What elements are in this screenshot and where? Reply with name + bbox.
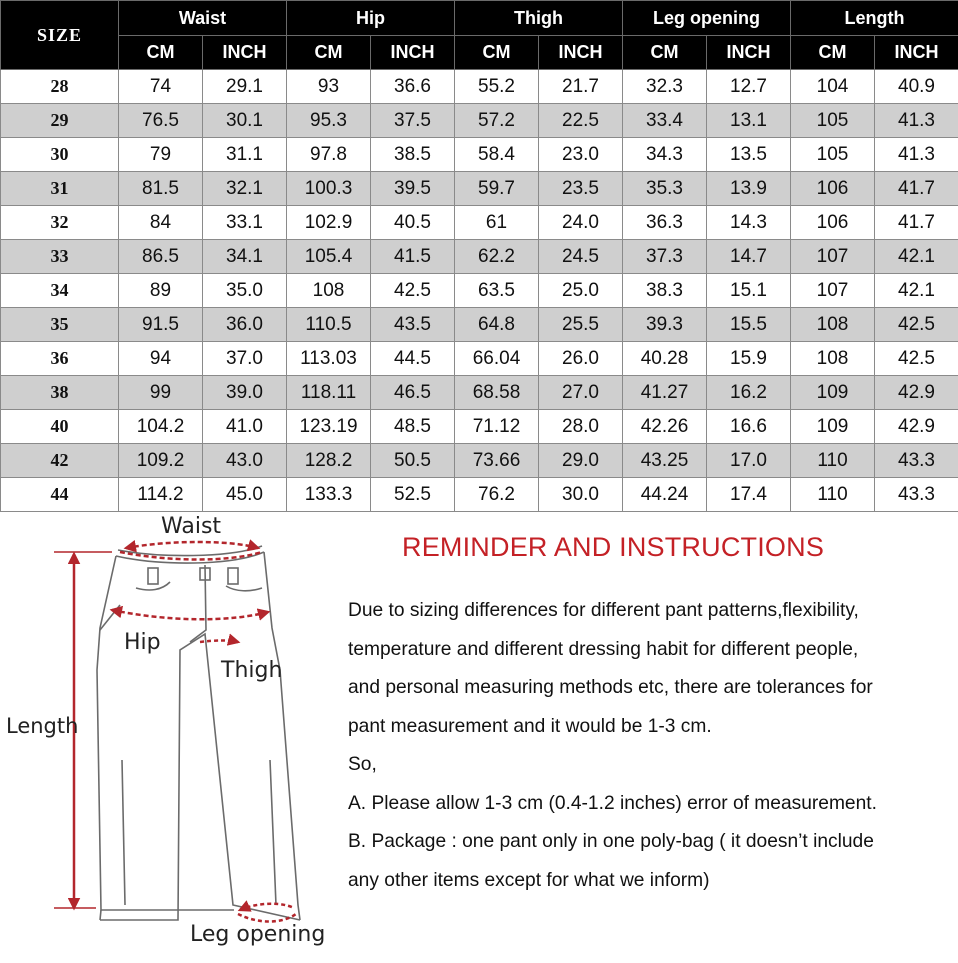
measurement-cell: 15.1 [707,274,791,308]
measurement-cell: 38.5 [371,138,455,172]
measurement-cell: 110.5 [287,308,371,342]
measurement-cell: 36.3 [623,206,707,240]
measurement-cell: 105 [791,104,875,138]
measurement-cell: 36.6 [371,70,455,104]
measurement-cell: 97.8 [287,138,371,172]
measurement-cell: 34.3 [623,138,707,172]
size-cell: 30 [1,138,119,172]
instructions-section [0,510,958,958]
measurement-cell: 15.5 [707,308,791,342]
measurement-cell: 91.5 [119,308,203,342]
measurement-cell: 41.7 [875,172,958,206]
size-cell: 33 [1,240,119,274]
unit-header-row [1,36,958,70]
measurement-cell: 35.3 [623,172,707,206]
measurement-cell: 42.9 [875,410,958,444]
measurement-cell: 42.5 [875,308,958,342]
unit-header: INCH [203,36,287,70]
measurement-cell: 57.2 [455,104,539,138]
measurement-cell: 31.1 [203,138,287,172]
measurement-cell: 13.5 [707,138,791,172]
size-chart-body [1,70,958,512]
instruction-line: pant measurement and it would be 1-3 cm. [348,708,956,747]
measurement-cell: 66.04 [455,342,539,376]
table-row [1,206,958,240]
measurement-cell: 39.0 [203,376,287,410]
measurement-cell: 89 [119,274,203,308]
measurement-cell: 71.12 [455,410,539,444]
measurement-cell: 110 [791,444,875,478]
measurement-cell: 23.0 [539,138,623,172]
measurement-cell: 25.5 [539,308,623,342]
size-cell: 35 [1,308,119,342]
table-row [1,376,958,410]
table-row [1,478,958,512]
table-row [1,444,958,478]
measurement-cell: 26.0 [539,342,623,376]
unit-header: CM [287,36,371,70]
measurement-cell: 84 [119,206,203,240]
measurement-cell: 95.3 [287,104,371,138]
size-cell: 31 [1,172,119,206]
measurement-cell: 37.5 [371,104,455,138]
measurement-cell: 14.7 [707,240,791,274]
unit-header: INCH [875,36,958,70]
measurement-cell: 76.2 [455,478,539,512]
group-header-thigh: Thigh [455,1,623,36]
measurement-cell: 39.3 [623,308,707,342]
measurement-cell: 43.25 [623,444,707,478]
measurement-cell: 100.3 [287,172,371,206]
measurement-cell: 17.0 [707,444,791,478]
size-cell: 44 [1,478,119,512]
measurement-cell: 64.8 [455,308,539,342]
measurement-cell: 44.24 [623,478,707,512]
size-cell: 34 [1,274,119,308]
size-header: SIZE [1,1,119,70]
measurement-cell: 36.0 [203,308,287,342]
size-cell: 38 [1,376,119,410]
measurement-cell: 109.2 [119,444,203,478]
measurement-cell: 45.0 [203,478,287,512]
measurement-cell: 86.5 [119,240,203,274]
measurement-cell: 42.1 [875,274,958,308]
measurement-cell: 44.5 [371,342,455,376]
measurement-cell: 42.26 [623,410,707,444]
instruction-line: A. Please allow 1-3 cm (0.4-1.2 inches) error of measurement. [348,785,956,824]
measurement-cell: 93 [287,70,371,104]
measurement-cell: 107 [791,240,875,274]
measurement-cell: 24.5 [539,240,623,274]
measurement-cell: 13.9 [707,172,791,206]
measurement-cell: 123.19 [287,410,371,444]
unit-header: INCH [707,36,791,70]
table-row [1,274,958,308]
measurement-cell: 37.0 [203,342,287,376]
measurement-cell: 28.0 [539,410,623,444]
measurement-cell: 29.1 [203,70,287,104]
measurement-cell: 41.5 [371,240,455,274]
measurement-cell: 55.2 [455,70,539,104]
measurement-cell: 99 [119,376,203,410]
measurement-cell: 63.5 [455,274,539,308]
measurement-cell: 102.9 [287,206,371,240]
measurement-cell: 108 [791,308,875,342]
instructions-text [348,592,956,900]
group-header-hip: Hip [287,1,455,36]
measurement-cell: 34.1 [203,240,287,274]
table-row [1,138,958,172]
pants-measurement-diagram [0,510,345,958]
hip-label: Hip [124,630,161,655]
measurement-cell: 79 [119,138,203,172]
measurement-cell: 105 [791,138,875,172]
group-header-leg-opening: Leg opening [623,1,791,36]
measurement-cell: 62.2 [455,240,539,274]
measurement-cell: 110 [791,478,875,512]
measurement-cell: 22.5 [539,104,623,138]
measurement-cell: 118.11 [287,376,371,410]
measurement-cell: 30.0 [539,478,623,512]
instruction-line: Due to sizing differences for different pant patterns,flexibility, [348,592,956,631]
measurement-cell: 109 [791,410,875,444]
unit-header: CM [623,36,707,70]
measurement-cell: 25.0 [539,274,623,308]
measurement-cell: 58.4 [455,138,539,172]
table-row [1,342,958,376]
table-row [1,70,958,104]
size-cell: 32 [1,206,119,240]
measurement-cell: 59.7 [455,172,539,206]
measurement-cell: 43.5 [371,308,455,342]
length-label: Length [6,714,78,738]
measurement-cell: 104 [791,70,875,104]
measurement-cell: 35.0 [203,274,287,308]
reminder-title: REMINDER AND INSTRUCTIONS [402,532,922,563]
measurement-cell: 68.58 [455,376,539,410]
measurement-cell: 81.5 [119,172,203,206]
size-cell: 42 [1,444,119,478]
table-row [1,240,958,274]
measurement-cell: 61 [455,206,539,240]
measurement-cell: 23.5 [539,172,623,206]
unit-header: INCH [371,36,455,70]
measurement-cell: 29.0 [539,444,623,478]
group-header-length: Length [791,1,958,36]
measurement-cell: 40.28 [623,342,707,376]
measurement-cell: 17.4 [707,478,791,512]
measurement-cell: 14.3 [707,206,791,240]
leg-opening-label: Leg opening [190,922,325,947]
measurement-cell: 109 [791,376,875,410]
measurement-cell: 108 [287,274,371,308]
measurement-cell: 32.1 [203,172,287,206]
measurement-cell: 133.3 [287,478,371,512]
measurement-cell: 105.4 [287,240,371,274]
unit-header: CM [455,36,539,70]
table-row [1,308,958,342]
measurement-cell: 48.5 [371,410,455,444]
measurement-cell: 50.5 [371,444,455,478]
size-cell: 36 [1,342,119,376]
group-header-row [1,1,958,36]
measurement-cell: 42.5 [371,274,455,308]
table-row [1,410,958,444]
measurement-cell: 24.0 [539,206,623,240]
waist-label: Waist [161,514,221,539]
measurement-cell: 32.3 [623,70,707,104]
measurement-cell: 43.0 [203,444,287,478]
measurement-cell: 42.9 [875,376,958,410]
measurement-cell: 38.3 [623,274,707,308]
measurement-cell: 52.5 [371,478,455,512]
measurement-cell: 41.0 [203,410,287,444]
table-row [1,172,958,206]
measurement-cell: 40.9 [875,70,958,104]
measurement-cell: 114.2 [119,478,203,512]
measurement-cell: 106 [791,172,875,206]
instruction-line: So, [348,746,956,785]
measurement-cell: 33.4 [623,104,707,138]
measurement-cell: 33.1 [203,206,287,240]
thigh-label: Thigh [221,658,282,683]
size-cell: 28 [1,70,119,104]
measurement-cell: 13.1 [707,104,791,138]
measurement-cell: 104.2 [119,410,203,444]
unit-header: INCH [539,36,623,70]
group-header-waist: Waist [119,1,287,36]
measurement-cell: 41.27 [623,376,707,410]
measurement-cell: 41.7 [875,206,958,240]
instruction-line: B. Package : one pant only in one poly-bag ( it doesn’t include [348,823,956,862]
measurement-cell: 76.5 [119,104,203,138]
measurement-cell: 37.3 [623,240,707,274]
measurement-cell: 43.3 [875,478,958,512]
measurement-cell: 30.1 [203,104,287,138]
measurement-cell: 41.3 [875,138,958,172]
size-cell: 29 [1,104,119,138]
measurement-cell: 108 [791,342,875,376]
measurement-cell: 15.9 [707,342,791,376]
measurement-cell: 113.03 [287,342,371,376]
measurement-cell: 39.5 [371,172,455,206]
measurement-cell: 107 [791,274,875,308]
measurement-cell: 21.7 [539,70,623,104]
measurement-cell: 42.1 [875,240,958,274]
measurement-cell: 128.2 [287,444,371,478]
size-cell: 40 [1,410,119,444]
measurement-cell: 73.66 [455,444,539,478]
measurement-cell: 16.6 [707,410,791,444]
measurement-cell: 46.5 [371,376,455,410]
instruction-line: and personal measuring methods etc, there are tolerances for [348,669,956,708]
table-row [1,104,958,138]
instruction-line: temperature and different dressing habit for different people, [348,631,956,670]
measurement-cell: 41.3 [875,104,958,138]
unit-header: CM [119,36,203,70]
measurement-cell: 106 [791,206,875,240]
measurement-cell: 40.5 [371,206,455,240]
measurement-cell: 27.0 [539,376,623,410]
measurement-cell: 42.5 [875,342,958,376]
measurement-cell: 43.3 [875,444,958,478]
measurement-cell: 12.7 [707,70,791,104]
measurement-cell: 94 [119,342,203,376]
unit-header: CM [791,36,875,70]
instruction-line: any other items except for what we inform) [348,862,956,901]
measurement-cell: 74 [119,70,203,104]
measurement-cell: 16.2 [707,376,791,410]
